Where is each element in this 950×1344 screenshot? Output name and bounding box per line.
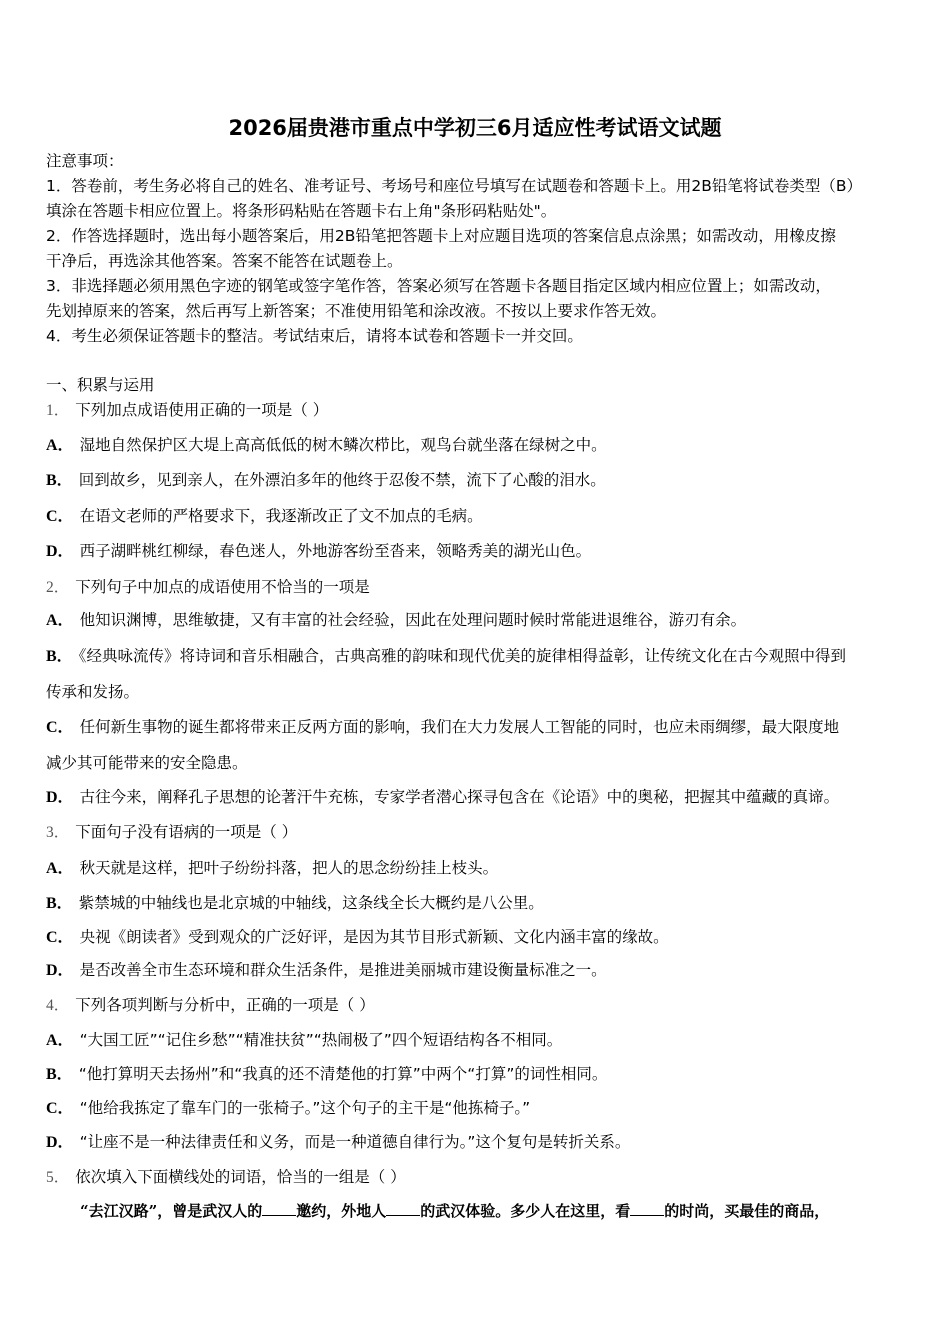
option-text: 是否改善全市生态环境和群众生活条件，是推进美丽城市建设衡量标准之一。: [79, 961, 607, 979]
option-label: B．: [46, 1066, 73, 1083]
question-1-stem: [46, 400, 328, 421]
question-number: 1．: [46, 402, 70, 419]
option-text: 秋天就是这样，把叶子纷纷抖落，把人的思念纷纷挂上枝头。: [79, 859, 499, 877]
passage-line: [80, 1201, 829, 1221]
option: [46, 717, 839, 738]
option: [46, 927, 669, 948]
option-label: B．: [46, 895, 73, 912]
option-label: A．: [46, 1032, 74, 1049]
option-label: C．: [46, 929, 74, 946]
option-text: 《经典咏流传》将诗词和音乐相融合，古典高雅的韵味和现代优美的旋律相得益彰，让传统文化在古今观照中得到: [78, 647, 846, 665]
notice-line: 1．答卷前，考生务必将自己的姓名、准考证号、考场号和座位号填写在试题卷和答题卡上。用2B铅笔将试卷类型（B）: [46, 177, 862, 195]
passage-text: 的时尚，买最佳的商品，: [664, 1202, 830, 1220]
option-label: D．: [46, 962, 74, 979]
stem-text: 下列加点成语使用正确的一项是（ ）: [75, 401, 329, 419]
option: [46, 858, 498, 879]
stem-text: 依次填入下面横线处的词语，恰当的一组是（ ）: [75, 1168, 406, 1186]
option: [46, 787, 839, 808]
notice-line: 4．考生必须保证答题卡的整洁。考试结束后，请将本试卷和答题卡一并交回。: [46, 327, 583, 345]
option-text: 湿地自然保护区大堤上高高低低的树木鳞次栉比，观鸟台就坐落在绿树之中。: [79, 436, 607, 454]
option-label: C．: [46, 1100, 74, 1117]
option: [46, 610, 746, 631]
option-text: “大国工匠”“记住乡愁”“精准扶贫”“热闹极了”四个短语结构各不相同。: [79, 1031, 563, 1049]
option-continuation: 传承和发扬。: [46, 683, 140, 701]
option-text: 古往今来，阐释孔子思想的论著汗牛充栋，专家学者潜心探寻包含在《论语》中的奥秘，把握其中蕴藏的真谛。: [79, 788, 840, 806]
option-label: B．: [46, 648, 73, 665]
question-number: 5．: [46, 1169, 70, 1186]
option: [46, 1064, 607, 1085]
notice-heading: 注意事项：: [46, 152, 124, 170]
option-text: 央视《朗读者》受到观众的广泛好评，是因为其节目形式新颖、文化内涵丰富的缘故。: [79, 928, 669, 946]
fill-blank: [386, 1201, 420, 1216]
passage-text: “去江汉路”，曾是武汉人的: [80, 1202, 263, 1220]
option-text: “让座不是一种法律责任和义务，而是一种道德自律行为。”这个复句是转折关系。: [79, 1133, 631, 1151]
passage-text: 邀约，外地人: [296, 1202, 387, 1220]
notice-line: 填涂在答题卡相应位置上。将条形码粘贴在答题卡右上角"条形码粘贴处"。: [46, 202, 557, 220]
option: [46, 1132, 630, 1153]
question-number: 4．: [46, 997, 70, 1014]
option: [46, 541, 591, 562]
option-text: 紫禁城的中轴线也是北京城的中轴线，这条线全长大概约是八公里。: [78, 894, 544, 912]
option: [46, 1030, 562, 1051]
question-3-stem: [46, 822, 297, 843]
option-label: C．: [46, 719, 74, 736]
option-label: A．: [46, 437, 74, 454]
notice-line: 干净后，再选涂其他答案。答案不能答在试题卷上。: [46, 252, 403, 270]
option: [46, 960, 607, 981]
option-label: D．: [46, 543, 74, 560]
option-text: 任何新生事物的诞生都将带来正反两方面的影响，我们在大力发展人工智能的同时，也应未雨绸缪，最大限度地: [79, 718, 840, 736]
fill-blank: [630, 1201, 664, 1216]
stem-text: 下列各项判断与分析中，正确的一项是（ ）: [75, 996, 375, 1014]
stem-text: 下列句子中加点的成语使用不恰当的一项是: [75, 578, 370, 596]
option-text: 他知识渊博，思维敏捷，又有丰富的社会经验，因此在处理问题时候时常能进退维谷，游刃有余。: [79, 611, 747, 629]
notice-line: 3．非选择题必须用黑色字迹的钢笔或签字笔作答，答案必须写在答题卡各题目指定区域内相应位置上；如需改动，: [46, 277, 831, 295]
fill-blank: [262, 1201, 296, 1216]
option-label: C．: [46, 508, 74, 525]
option-text: “他给我拣定了靠车门的一张椅子。”这个句子的主干是“他拣椅子。”: [79, 1099, 531, 1117]
question-number: 2．: [46, 579, 70, 596]
option-text: 在语文老师的严格要求下，我逐渐改正了文不加点的毛病。: [79, 507, 483, 525]
option: [46, 435, 607, 456]
notice-line: 先划掉原来的答案，然后再写上新答案；不准使用铅笔和涂改液。不按以上要求作答无效。: [46, 302, 667, 320]
question-number: 3．: [46, 824, 70, 841]
section-heading: 一、积累与运用: [46, 376, 155, 394]
option-label: A．: [46, 860, 74, 877]
option-label: D．: [46, 1134, 74, 1151]
option-label: A．: [46, 612, 74, 629]
option-continuation: 减少其可能带来的安全隐患。: [46, 754, 248, 772]
passage-text: 的武汉体验。多少人在这里，看: [420, 1202, 631, 1220]
option: [46, 646, 846, 667]
option: [46, 1098, 530, 1119]
option-text: 西子湖畔桃红柳绿，春色迷人，外地游客纷至沓来，领略秀美的湖光山色。: [79, 542, 592, 560]
option-text: 回到故乡，见到亲人，在外漂泊多年的他终于忍俊不禁，流下了心酸的泪水。: [78, 471, 606, 489]
notice-line: 2．作答选择题时，选出每小题答案后，用2B铅笔把答题卡上对应题目选项的答案信息点涂黑；如需改动，用橡皮擦: [46, 227, 836, 245]
option-label: D．: [46, 789, 74, 806]
option: [46, 470, 606, 491]
option: [46, 506, 483, 527]
option-label: B．: [46, 472, 73, 489]
option: [46, 893, 544, 914]
page-title: 2026届贵港市重点中学初三6月适应性考试语文试题: [228, 116, 722, 140]
question-5-stem: [46, 1167, 406, 1188]
question-4-stem: [46, 995, 375, 1016]
option-text: “他打算明天去扬州”和“我真的还不清楚他的打算”中两个“打算”的词性相同。: [78, 1065, 608, 1083]
stem-text: 下面句子没有语病的一项是（ ）: [75, 823, 298, 841]
question-2-stem: [46, 577, 370, 598]
